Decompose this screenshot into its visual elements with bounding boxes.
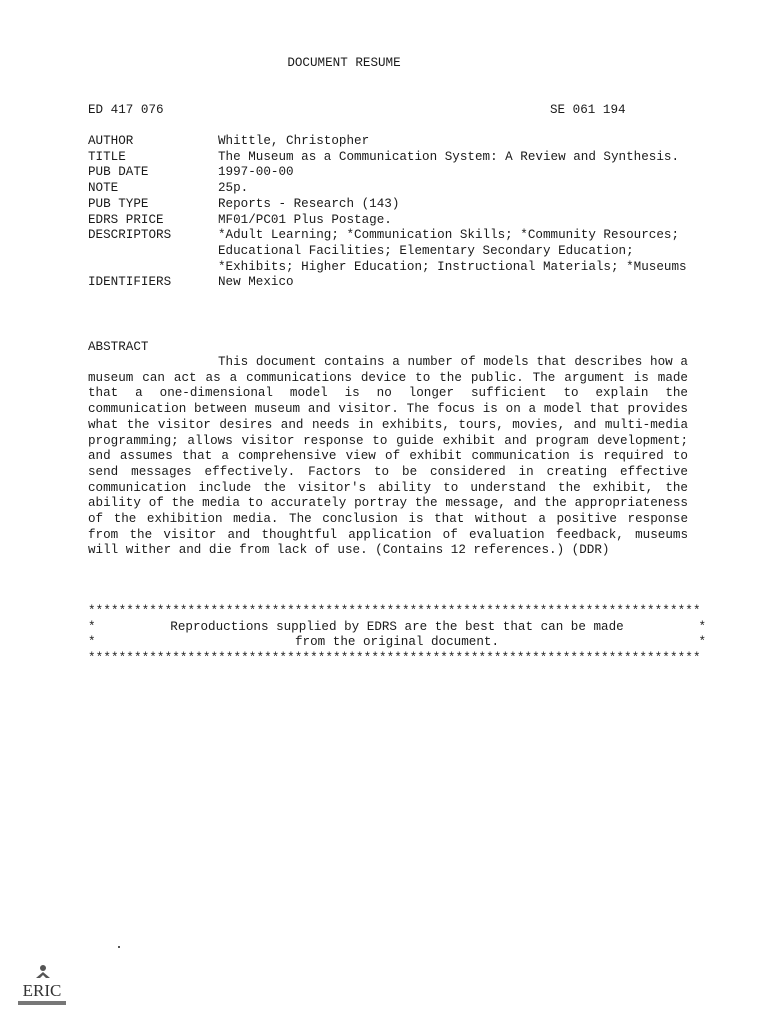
notice-text-1: Reproductions supplied by EDRS are the best that can be made	[170, 619, 624, 634]
field-label: TITLE	[88, 149, 126, 164]
star-edge-right: *	[698, 619, 706, 634]
field-label: DESCRIPTORS	[88, 228, 172, 243]
field-label: AUTHOR	[88, 134, 134, 148]
star-border-top: ********************************************************************************	[88, 604, 701, 618]
field-value: *Adult Learning; *Communication Skills; *Community Resources; Educational Facilities; Elementary Secondary Education; *Exhibits; Higher Education; Instructional Materials; *Museums	[218, 228, 687, 274]
field-row-identifiers	[88, 275, 688, 291]
star-edge-right: *	[698, 635, 706, 649]
abstract-heading: ABSTRACT	[88, 340, 149, 354]
abstract-body: This document contains a number of models that describes how a museum can act as a communications device to the public. The argument is made that a one-dimensional model is no longer sufficient to explain the communication between museum and visitor. The focus is on a model that provides what the visitor desires and needs in exhibits, tours, movies, and multi-media programming; allows visitor response to guide exhibit and program development; and assumes that a comprehensive view of exhibit communication is required to send messages effectively. Factors to be considered in creating effective communication include the visitor's ability to understand the exhibit, the ability of the media to accurately portray the message, and the appropriateness of the exhibition media. The conclusion is that without a positive response from the visitor and thoughtful application of evaluation feedback, museums will wither and die from lack of use. (Contains 12 references.) (DDR)	[88, 355, 688, 558]
notice-text-2: from the original document.	[294, 635, 500, 649]
field-row-author	[88, 134, 688, 150]
reproduction-notice	[88, 604, 706, 666]
field-row-pub-date	[88, 165, 688, 181]
eric-logo-text: ERIC	[22, 981, 62, 1000]
field-value: The Museum as a Communication System: A Review and Synthesis.	[218, 149, 680, 164]
field-value: 1997-00-00	[218, 165, 294, 180]
stray-mark	[118, 946, 120, 948]
field-label: PUB DATE	[88, 165, 149, 180]
metadata-fields	[88, 134, 688, 291]
star-edge-left: *	[88, 635, 96, 649]
eric-logo	[14, 964, 70, 1010]
eric-logo-bar	[18, 1001, 66, 1005]
star-border-bottom: ********************************************************************************	[88, 650, 701, 665]
field-label: IDENTIFIERS	[88, 275, 172, 290]
field-value: Whittle, Christopher	[218, 134, 370, 148]
field-label: NOTE	[88, 181, 119, 196]
notice-line-2	[88, 635, 706, 651]
eric-figure-icon	[36, 965, 50, 978]
field-row-descriptors	[88, 228, 688, 275]
field-row-note	[88, 181, 688, 197]
field-row-title	[88, 150, 688, 166]
field-label: PUB TYPE	[88, 196, 149, 211]
field-value: Reports - Research (143)	[218, 196, 400, 211]
se-number: SE 061 194	[550, 103, 626, 117]
page-title: DOCUMENT RESUME	[287, 56, 401, 70]
field-value: MF01/PC01 Plus Postage.	[218, 212, 392, 227]
field-row-pub-type	[88, 197, 688, 213]
field-label: EDRS PRICE	[88, 212, 164, 227]
field-row-edrs-price	[88, 213, 688, 229]
notice-line-1	[88, 620, 706, 636]
ed-number: ED 417 076	[88, 103, 164, 117]
star-edge-left: *	[88, 619, 96, 634]
field-value: 25p.	[218, 181, 249, 196]
field-value: New Mexico	[218, 275, 294, 290]
